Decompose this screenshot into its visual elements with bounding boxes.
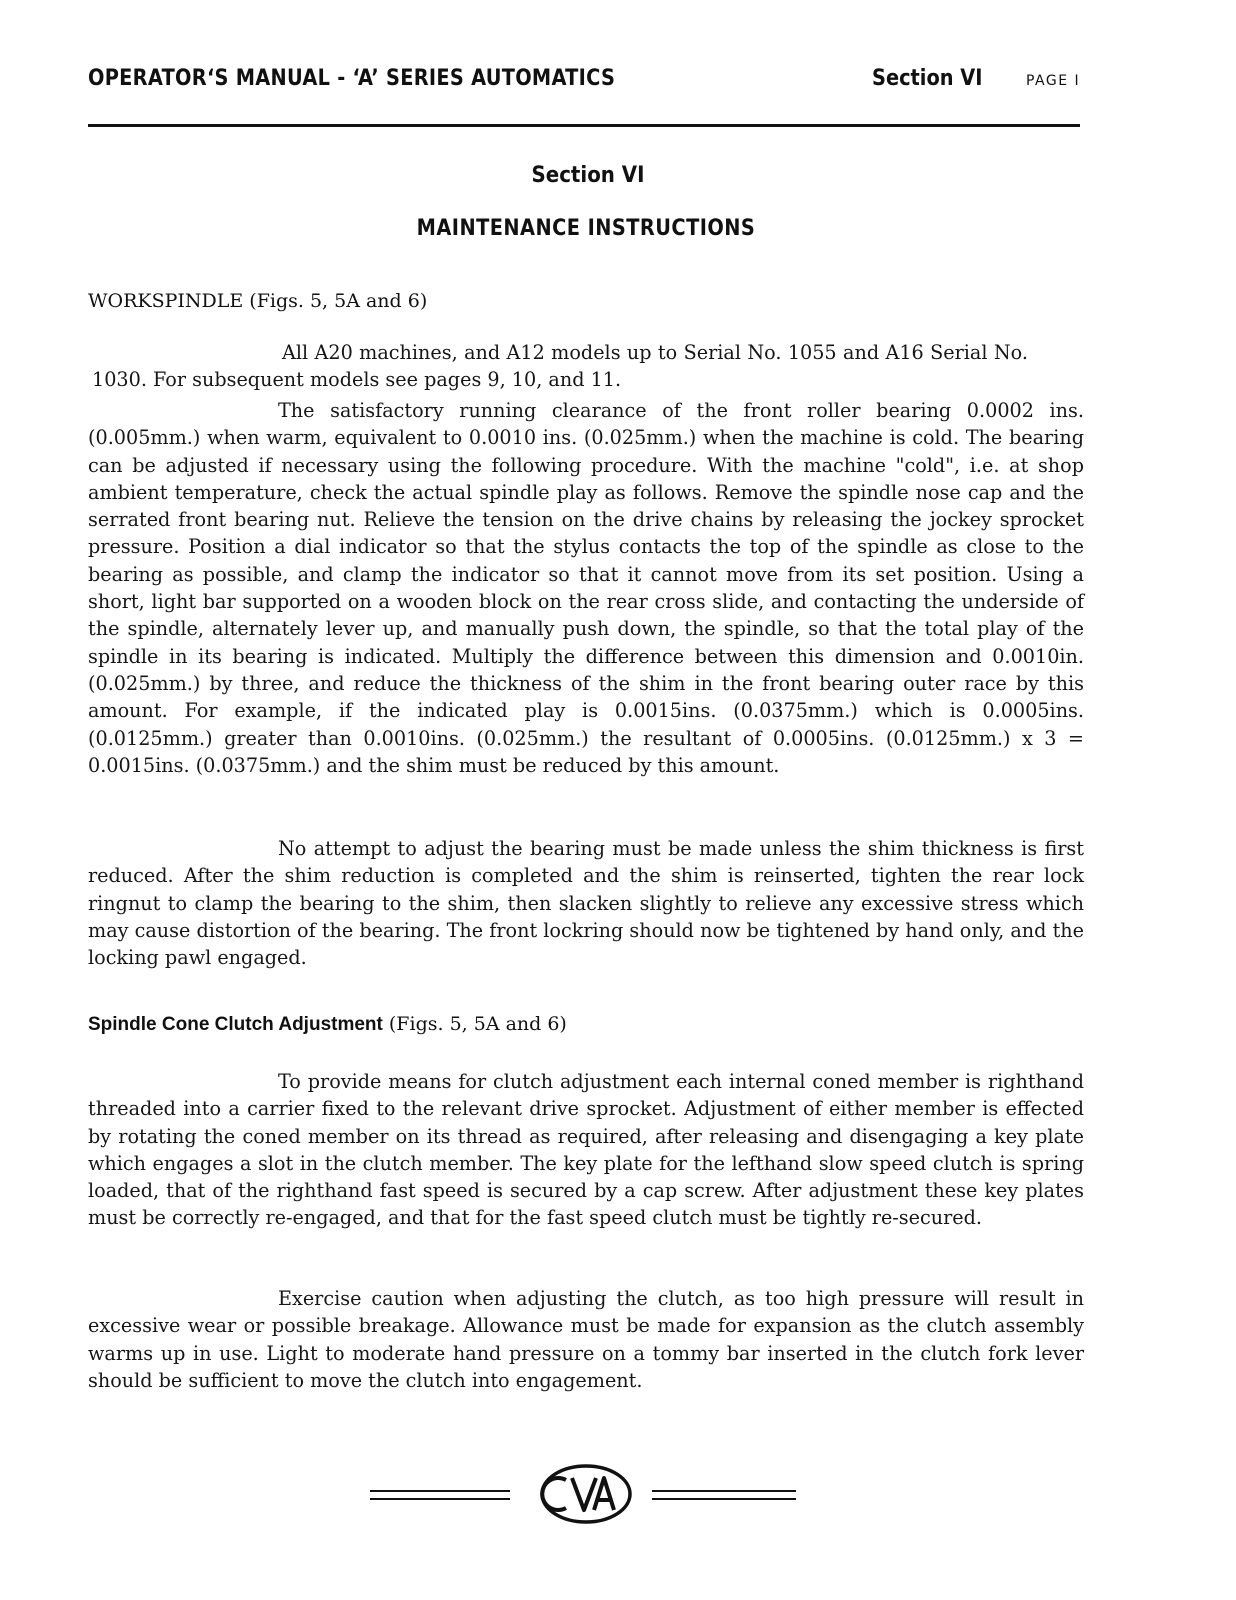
header-page-number: PAGE I bbox=[1026, 73, 1081, 89]
header-section: Section VI bbox=[872, 66, 983, 91]
section-title: MAINTENANCE INSTRUCTIONS bbox=[416, 216, 756, 241]
workspindle-heading: WORKSPINDLE (Figs. 5, 5A and 6) bbox=[88, 290, 428, 312]
clutch-paragraph-1: To provide means for clutch adjustment each internal coned member is righthand threaded into a carrier fixed to the relevant drive sprocket. Adjustment of either member is effected by rotating the coned member on its thread as required, after releasing and disengaging a key plate which engages a slot in the clutch member. The key plate for the lefthand slow speed clutch is spring loaded, that of the righthand fast speed is secured by a cap screw. After adjustment these key plates must be correctly re-engaged, and that for the fast speed clutch must be tightly re-secured. bbox=[88, 1070, 1084, 1230]
workspindle-paragraph-3: No attempt to adjust the bearing must be made unless the shim thickness is first reduced. After the shim reduction is completed and the shim is reinserted, tighten the rear lock ringnut to clamp the bearing to the shim, then slacken slightly to relieve any excessive stress which may cause distortion of the bearing. The front lockring should now be tightened by hand only, and the locking pawl engaged. bbox=[88, 837, 1084, 970]
workspindle-paragraph-2: The satisfactory running clearance of the front roller bearing 0.0002 ins. (0.005mm.) when warm, equivalent to 0.0010 ins. (0.025mm.) when the machine is cold. The bearing can be adjusted if necessary using the following procedure. With the machine "cold", i.e. at shop ambient temperature, check the actual spindle play as follows. Remove the spindle nose cap and the serrated front bearing nut. Relieve the tension on the drive chains by releasing the jockey sprocket pressure. Position a dial indicator so that the stylus contacts the top of the spindle as close to the bearing as possible, and clamp the indicator so that it cannot move from its set position. Using a short, light bar supported on a wooden block on the rear cross slide, and contacting the underside of the spindle, alternately lever up, and manually push down, the spindle, so that the total play of the spindle in its bearing is indicated. Multiply the difference between this dimension and 0.0010in. (0.025mm.) by three, and reduce the thickness of the shim in the front bearing outer race by this amount. For example, if the indicated play is 0.0015ins. (0.0375mm.) which is 0.0005ins. (0.0125mm.) greater than 0.0010ins. (0.025mm.) the resultant of 0.0005ins. (0.0125mm.) x 3 = 0.0015ins. (0.0375mm.) and the shim must be reduced by this amount. bbox=[88, 399, 1084, 777]
clutch-heading-figs: (Figs. 5, 5A and 6) bbox=[382, 1013, 567, 1035]
footer-rule-left bbox=[370, 1490, 510, 1500]
section-number: Section VI bbox=[531, 163, 645, 188]
clutch-heading bbox=[88, 1013, 567, 1036]
header-rule bbox=[88, 124, 1080, 127]
header-title: OPERATOR‘S MANUAL - ‘A’ SERIES AUTOMATICS bbox=[88, 66, 616, 91]
cva-logo bbox=[536, 1462, 636, 1526]
clutch-heading-title: Spindle Cone Clutch Adjustment bbox=[88, 1014, 383, 1035]
clutch-paragraph-2: Exercise caution when adjusting the clutch, as too high pressure will result in excessive wear or possible breakage. Allowance must be made for expansion as the clutch assembly warms up in use. Light to moderate hand pressure on a tommy bar inserted in the clutch fork lever should be sufficient to move the clutch into engagement. bbox=[88, 1287, 1084, 1392]
footer-rule-right bbox=[652, 1490, 796, 1500]
workspindle-paragraph-1: All A20 machines, and A12 models up to Serial No. 1055 and A16 Serial No. 1030. For subsequent models see pages 9, 10, and 11. bbox=[92, 341, 1028, 392]
